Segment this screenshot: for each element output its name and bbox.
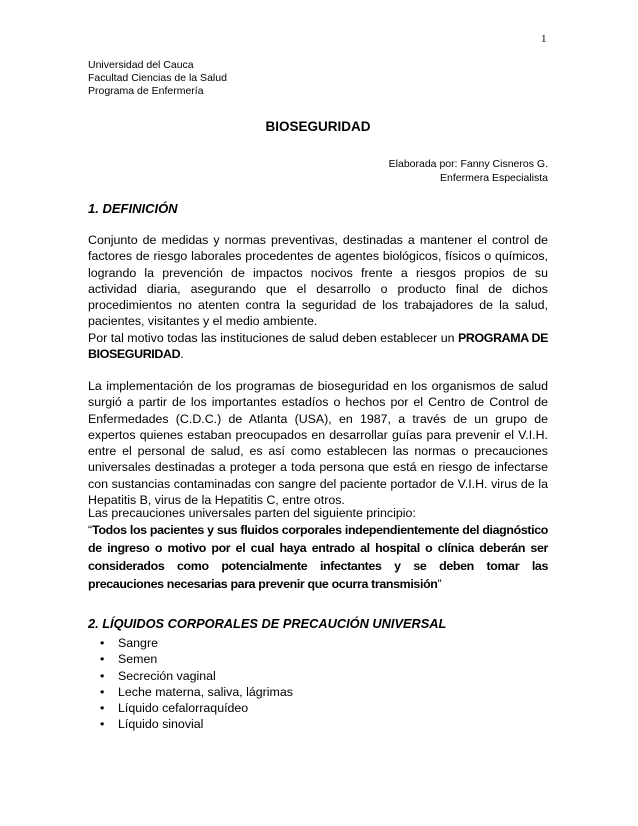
list-item-text: Leche materna, saliva, lágrimas: [118, 684, 293, 699]
bullet-icon: •: [100, 668, 105, 683]
bullet-icon: •: [100, 684, 105, 699]
author-block: [389, 157, 548, 185]
list-item: [88, 635, 293, 651]
bullet-icon: •: [100, 652, 105, 667]
list-item: [88, 668, 293, 684]
list-item: [88, 684, 293, 700]
institution-header: [88, 59, 227, 98]
body-fluids-list: [88, 635, 293, 733]
list-item: [88, 651, 293, 667]
section1-heading: 1. DEFINICIÓN: [88, 201, 178, 216]
list-item-text: Líquido sinovial: [118, 717, 204, 732]
author-name: Elaborada por: Fanny Cisneros G.: [388, 158, 548, 170]
institution-program: Programa de Enfermería: [88, 85, 204, 97]
list-item: [88, 716, 293, 732]
bullet-icon: •: [100, 701, 105, 716]
list-item-text: Semen: [118, 652, 158, 667]
list-item-text: Secreción vaginal: [118, 668, 216, 683]
bullet-icon: •: [100, 636, 105, 650]
program-paragraph: [88, 330, 548, 363]
principle-close-quote: ”: [437, 577, 442, 591]
list-item-text: Líquido cefalorraquídeo: [118, 701, 249, 716]
principle-intro: Las precauciones universales parten del siguiente principio:: [88, 506, 416, 520]
list-item-text: Sangre: [118, 636, 158, 650]
bullet-icon: •: [100, 717, 105, 732]
author-role: Enfermera Especialista: [440, 172, 548, 184]
document-title-text: BIOSEGURIDAD: [265, 119, 371, 134]
principle-open-quote: “: [88, 523, 93, 537]
institution-university: Universidad del Cauca: [88, 59, 194, 71]
document-title: [0, 119, 638, 134]
institution-faculty: Facultad Ciencias de la Salud: [88, 72, 227, 84]
section2-heading: 2. LÍQUIDOS CORPORALES DE PRECAUCIÓN UNIVERSAL: [88, 616, 447, 631]
definition-paragraph: Conjunto de medidas y normas preventivas, destinadas a mantener el control de factores de riesgo laborales procedentes de agentes biológicos, físicos o químicos, logrando la prevención de impactos nocivos frente a riesgos propios de su actividad diaria, asegurando que el desarrollo o producto final de dichos procedimientos no atenten contra la seguridad de los trabajadores de la salud, pacientes, visitantes y el medio ambiente.: [88, 233, 548, 329]
program-paragraph-end: .: [180, 347, 184, 362]
program-paragraph-text: Por tal motivo todas las instituciones de salud deben establecer un: [88, 331, 458, 345]
principle-quote: [88, 521, 548, 593]
page-number: 1: [541, 33, 547, 45]
program-paragraph-bold: PROGRAMA DE BIOSEGURIDAD: [88, 331, 549, 362]
list-item: [88, 700, 293, 716]
implementation-paragraph: La implementación de los programas de bioseguridad en los organismos de salud surgió a partir de los importantes estadíos o hechos por el Centro de Control de Enfermedades (C.D.C.) de Atlanta (USA), en 1987, a través de un grupo de expertos quienes estaban preocupados en desarrollar guías para prevenir el V.I.H. entre el personal de salud, es así como establecen las normas o precauciones universales destinadas a proteger a toda persona que está en riesgo de infectarse con sustancias contaminadas con sangre del paciente portador de V.I.H. virus de la Hepatitis B, virus de la Hepatitis C, entre otros.: [88, 379, 548, 508]
principle-quote-text: Todos los pacientes y sus fluidos corporales independientemente del diagnóstico de ingreso o motivo por el cual haya entrado al hospital o clínica deberán ser considerados como potencialmente infectantes y se deben tomar las precauciones necesarias para prevenir que ocurra transmisión: [88, 523, 548, 591]
